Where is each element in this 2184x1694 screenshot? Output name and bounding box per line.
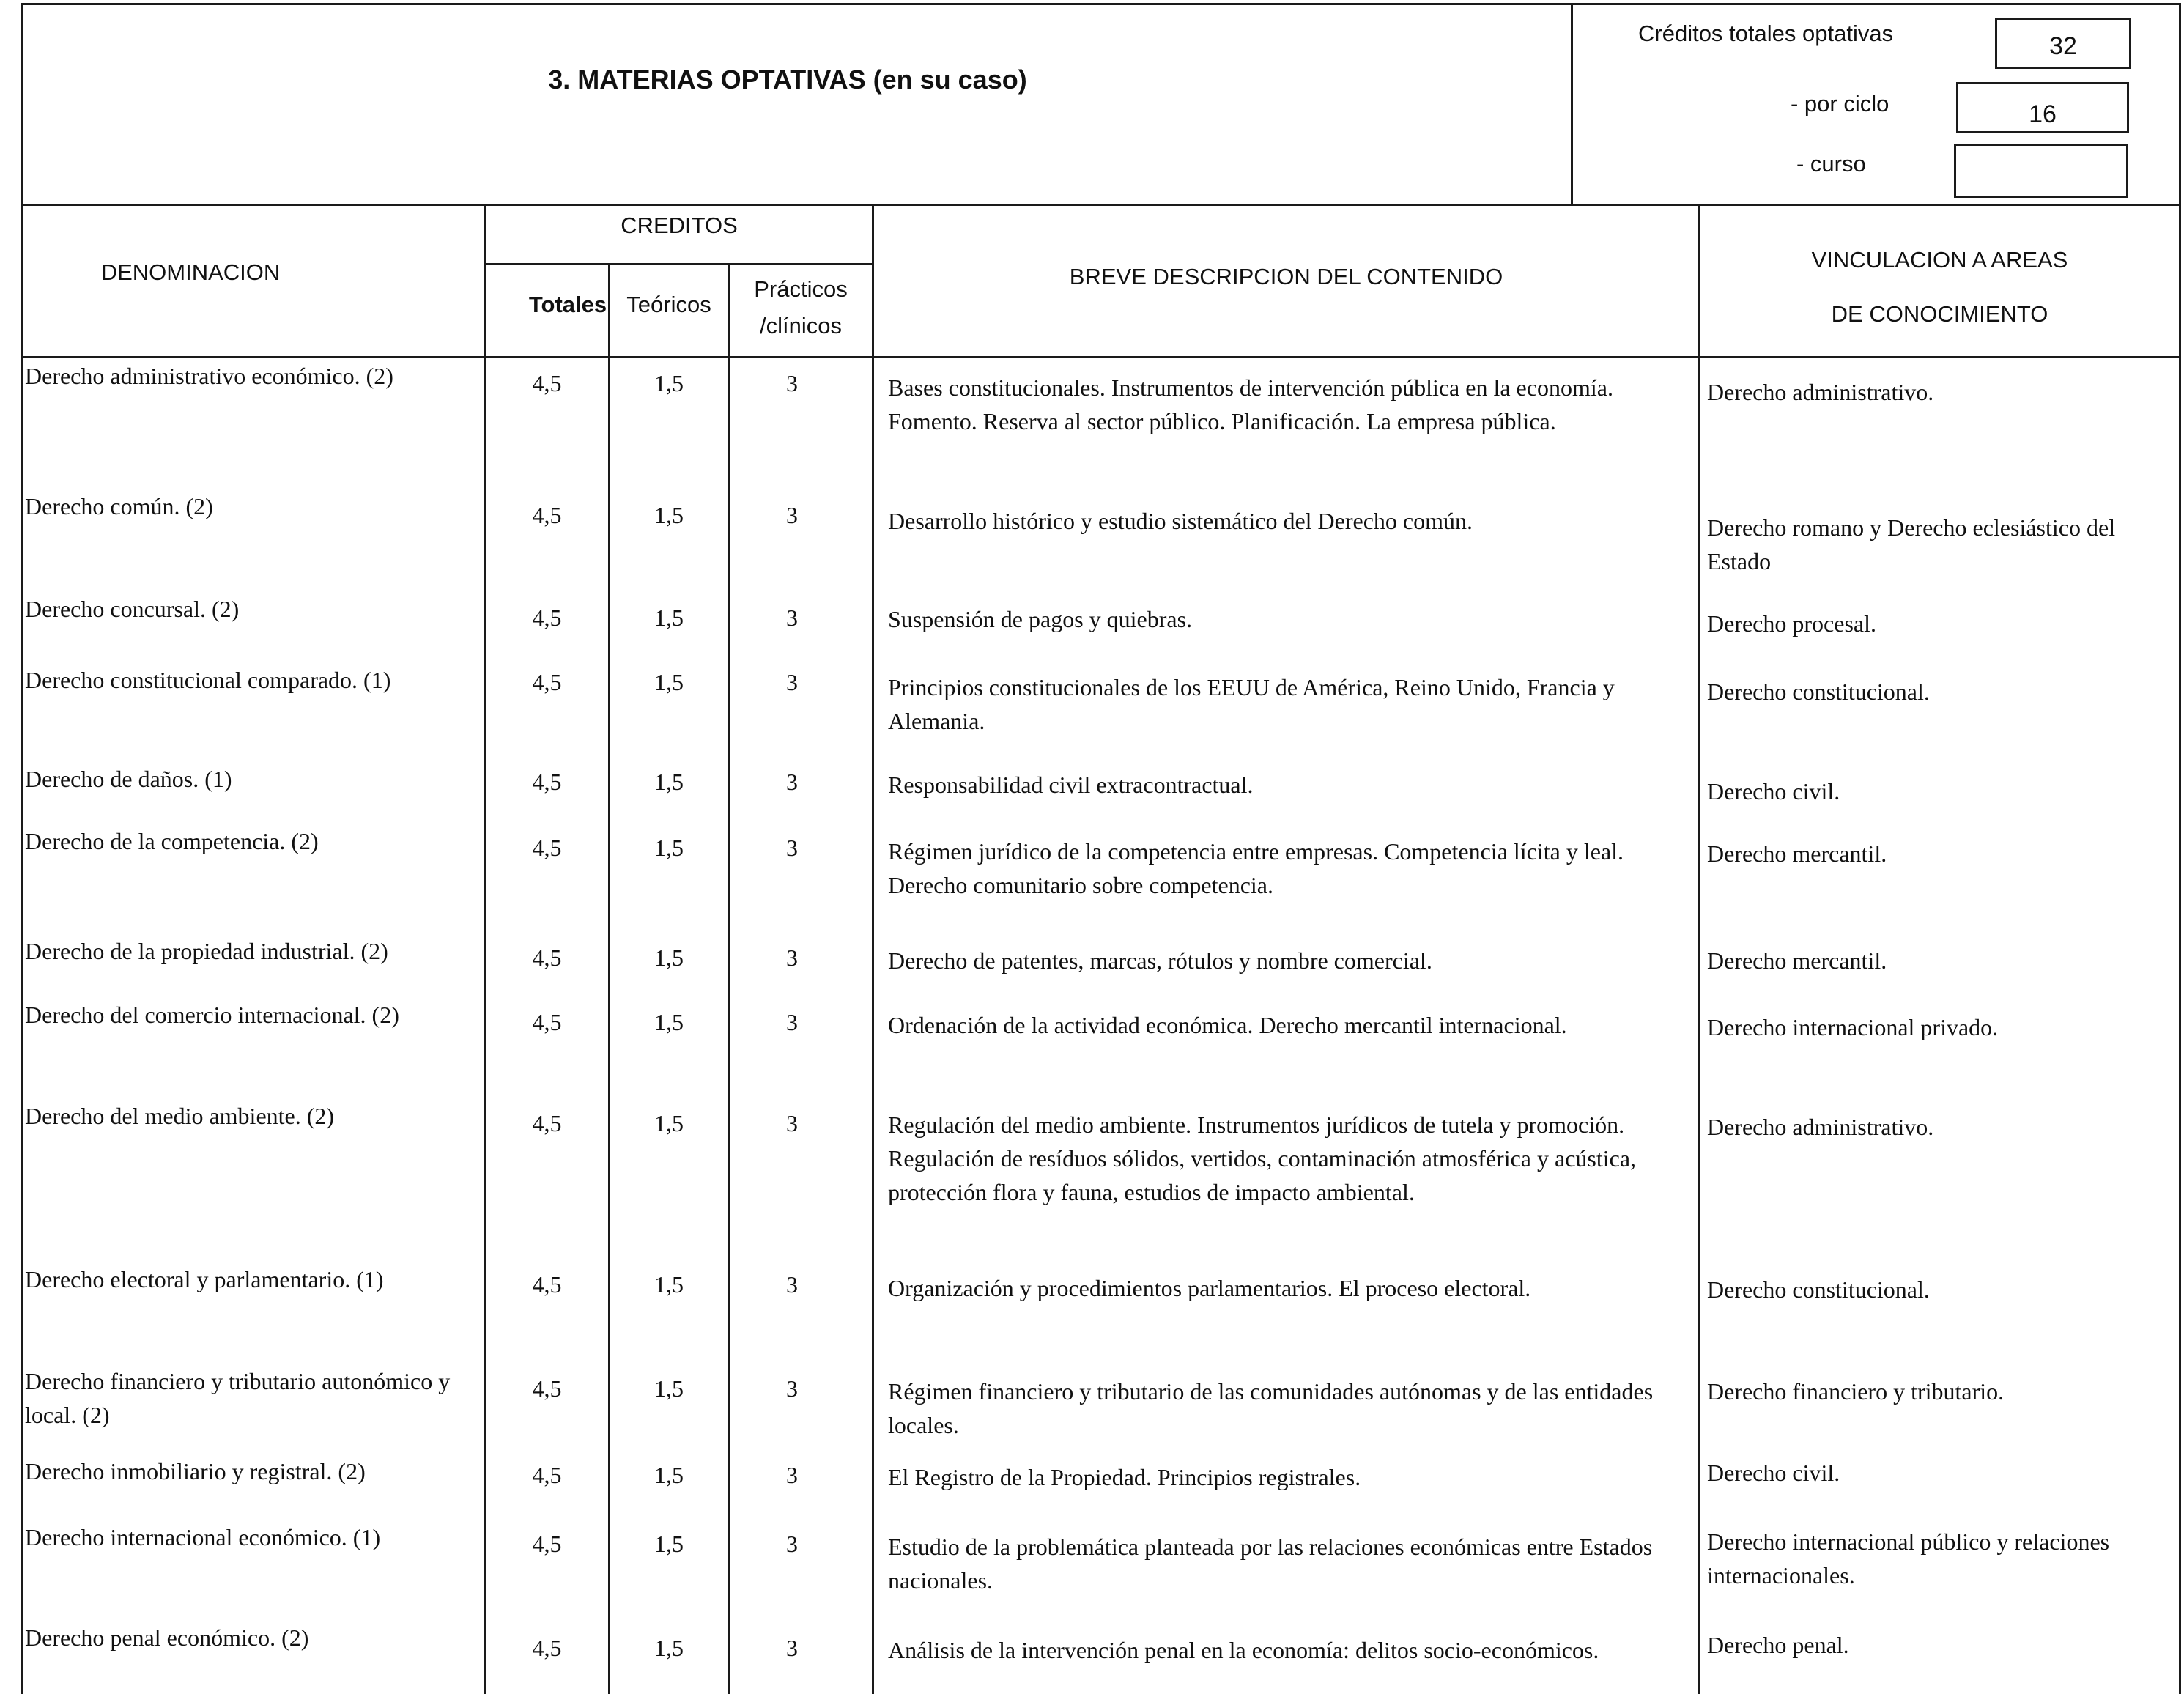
- denominacion-cell: Derecho electoral y parlamentario. (1): [25, 1266, 384, 1292]
- curso-field: [1954, 144, 2128, 198]
- totales-cell: 4,5: [532, 370, 562, 396]
- area-cell: Derecho internacional público y relaciones internacionales.: [1707, 1528, 2110, 1588]
- creditos-totales-value: 32: [2049, 32, 2077, 60]
- practicos-cell: 3: [786, 1462, 798, 1488]
- practicos-cell: 3: [786, 1110, 798, 1136]
- teoricos-cell: 1,5: [654, 502, 684, 528]
- practicos-cell: 3: [786, 944, 798, 971]
- frame-right-line: [2179, 3, 2181, 1694]
- col-vinculacion-line2: DE CONOCIMIENTO: [1831, 301, 2048, 327]
- totales-cell: 4,5: [532, 502, 562, 528]
- descripcion-cell: Organización y procedimientos parlamentarios. El proceso electoral.: [888, 1275, 1531, 1301]
- denominacion-cell: Derecho de daños. (1): [25, 766, 232, 792]
- denominacion-cell: Derecho administrativo económico. (2): [25, 363, 393, 389]
- teoricos-cell: 1,5: [654, 1375, 684, 1402]
- descripcion-cell: Bases constitucionales. Instrumentos de intervención pública en la economía. Fomento. Reserva al sector público. Planificación. La empresa pública.: [888, 374, 1613, 434]
- area-cell: Derecho constitucional.: [1707, 1276, 1930, 1303]
- col-practicos-line2: /clínicos: [760, 313, 842, 339]
- col-vinculacion: [1700, 233, 2179, 341]
- practicos-cell: 3: [786, 835, 798, 861]
- totales-cell: 4,5: [532, 1375, 562, 1402]
- practicos-cell: 3: [786, 502, 798, 528]
- area-cell: Derecho civil.: [1707, 778, 1840, 805]
- area-cell: Derecho mercantil.: [1707, 840, 1887, 867]
- denominacion-cell: Derecho penal económico. (2): [25, 1624, 309, 1651]
- descripcion-cell: Principios constitucionales de los EEUU de América, Reino Unido, Francia y Alemania.: [888, 674, 1615, 734]
- teoricos-cell: 1,5: [654, 1009, 684, 1035]
- por-ciclo-label: - por ciclo: [1791, 91, 1889, 116]
- frame-left-line: [21, 3, 23, 1694]
- teoricos-cell: 1,5: [654, 1531, 684, 1557]
- totales-cell: 4,5: [532, 1462, 562, 1488]
- practicos-cell: 3: [786, 1271, 798, 1298]
- totales-cell: 4,5: [532, 1110, 562, 1136]
- practicos-cell: 3: [786, 370, 798, 396]
- denominacion-cell: Derecho concursal. (2): [25, 596, 240, 622]
- col-practicos-line1: Prácticos: [754, 276, 848, 302]
- col-denominacion: DENOMINACION: [100, 259, 281, 285]
- descripcion-cell: Responsabilidad civil extracontractual.: [888, 772, 1254, 798]
- practicos-cell: 3: [786, 769, 798, 795]
- area-cell: Derecho romano y Derecho eclesiástico del Estado: [1707, 514, 2116, 574]
- totales-cell: 4,5: [532, 835, 562, 861]
- denominacion-cell: Derecho común. (2): [25, 493, 213, 519]
- denominacion-cell: Derecho del medio ambiente. (2): [25, 1103, 335, 1129]
- frame-top-line: [21, 3, 2181, 5]
- area-cell: Derecho administrativo.: [1707, 379, 1934, 405]
- descripcion-cell: Régimen financiero y tributario de las comunidades autónomas y de las entidades locales.: [888, 1378, 1654, 1438]
- teoricos-cell: 1,5: [654, 1635, 684, 1661]
- col-creditos: CREDITOS: [621, 212, 738, 238]
- denominacion-cell: Derecho de la propiedad industrial. (2): [25, 938, 388, 964]
- totales-cell: 4,5: [532, 669, 562, 695]
- section-title: 3. MATERIAS OPTATIVAS (en su caso): [548, 64, 1027, 95]
- totales-cell: 4,5: [532, 769, 562, 795]
- descripcion-cell: Estudio de la problemática planteada por las relaciones económicas entre Estados nacionales.: [888, 1534, 1653, 1594]
- teoricos-cell: 1,5: [654, 1271, 684, 1298]
- descripcion-cell: Análisis de la intervención penal en la economía: delitos socio-económicos.: [888, 1637, 1599, 1663]
- teoricos-cell: 1,5: [654, 769, 684, 795]
- curso-label: - curso: [1796, 151, 1866, 177]
- practicos-cell: 3: [786, 604, 798, 631]
- denominacion-cell: Derecho constitucional comparado. (1): [25, 667, 391, 693]
- area-cell: Derecho mercantil.: [1707, 947, 1887, 974]
- col-line-4: [872, 204, 874, 1694]
- teoricos-cell: 1,5: [654, 1110, 684, 1136]
- denominacion-cell: Derecho financiero y tributario autonómico y local. (2): [25, 1368, 451, 1428]
- teoricos-cell: 1,5: [654, 370, 684, 396]
- teoricos-cell: 1,5: [654, 669, 684, 695]
- area-cell: Derecho civil.: [1707, 1460, 1840, 1486]
- descripcion-cell: Suspensión de pagos y quiebras.: [888, 606, 1193, 632]
- creditos-totales-label: Créditos totales optativas: [1638, 21, 1894, 46]
- area-cell: Derecho administrativo.: [1707, 1114, 1934, 1140]
- area-cell: Derecho penal.: [1707, 1632, 1849, 1658]
- creditos-sub-line: [484, 263, 874, 265]
- teoricos-cell: 1,5: [654, 835, 684, 861]
- denominacion-cell: Derecho del comercio internacional. (2): [25, 1002, 399, 1028]
- denominacion-cell: Derecho de la competencia. (2): [25, 828, 319, 854]
- totales-cell: 4,5: [532, 604, 562, 631]
- por-ciclo-field: [1956, 82, 2129, 133]
- area-cell: Derecho internacional privado.: [1707, 1014, 1999, 1040]
- descripcion-cell: Derecho de patentes, marcas, rótulos y nombre comercial.: [888, 947, 1432, 974]
- col-vinculacion-line1: VINCULACION A AREAS: [1811, 247, 2068, 273]
- col-teoricos: Teóricos: [626, 292, 711, 317]
- descripcion-cell: Régimen jurídico de la competencia entre empresas. Competencia lícita y leal. Derecho comunitario sobre competencia.: [888, 838, 1624, 898]
- descripcion-cell: El Registro de la Propiedad. Principios registrales.: [888, 1464, 1361, 1490]
- area-cell: Derecho constitucional.: [1707, 678, 1930, 705]
- area-cell: Derecho procesal.: [1707, 610, 1876, 637]
- col-descripcion: BREVE DESCRIPCION DEL CONTENIDO: [1069, 264, 1503, 289]
- teoricos-cell: 1,5: [654, 1462, 684, 1488]
- practicos-cell: 3: [786, 1009, 798, 1035]
- col-line-5: [1698, 204, 1700, 1694]
- header-bottom-line: [21, 204, 2181, 206]
- creditos-totales-field: [1995, 18, 2131, 69]
- denominacion-cell: Derecho internacional económico. (1): [25, 1524, 381, 1550]
- totales-cell: 4,5: [532, 1009, 562, 1035]
- col-practicos: [730, 271, 872, 344]
- totales-cell: 4,5: [532, 1635, 562, 1661]
- area-cell: Derecho financiero y tributario.: [1707, 1378, 2005, 1405]
- descripcion-cell: Regulación del medio ambiente. Instrumentos jurídicos de tutela y promoción. Regulación de resíduos sólidos, vertidos, contaminación atmosférica y acústica, protección flora y fauna, estudios de impacto ambiental.: [888, 1112, 1637, 1205]
- col-totales: Totales: [528, 292, 607, 317]
- practicos-cell: 3: [786, 1531, 798, 1557]
- header-divider-vertical: [1571, 3, 1573, 206]
- por-ciclo-value: 16: [2029, 100, 2057, 128]
- practicos-cell: 3: [786, 1375, 798, 1402]
- totales-cell: 4,5: [532, 1531, 562, 1557]
- descripcion-cell: Desarrollo histórico y estudio sistemático del Derecho común.: [888, 508, 1473, 534]
- teoricos-cell: 1,5: [654, 944, 684, 971]
- descripcion-cell: Ordenación de la actividad económica. Derecho mercantil internacional.: [888, 1012, 1567, 1038]
- totales-cell: 4,5: [532, 944, 562, 971]
- denominacion-cell: Derecho inmobiliario y registral. (2): [25, 1458, 366, 1484]
- teoricos-cell: 1,5: [654, 604, 684, 631]
- practicos-cell: 3: [786, 1635, 798, 1661]
- header-row-bottom-line: [21, 356, 2181, 358]
- practicos-cell: 3: [786, 669, 798, 695]
- totales-cell: 4,5: [532, 1271, 562, 1298]
